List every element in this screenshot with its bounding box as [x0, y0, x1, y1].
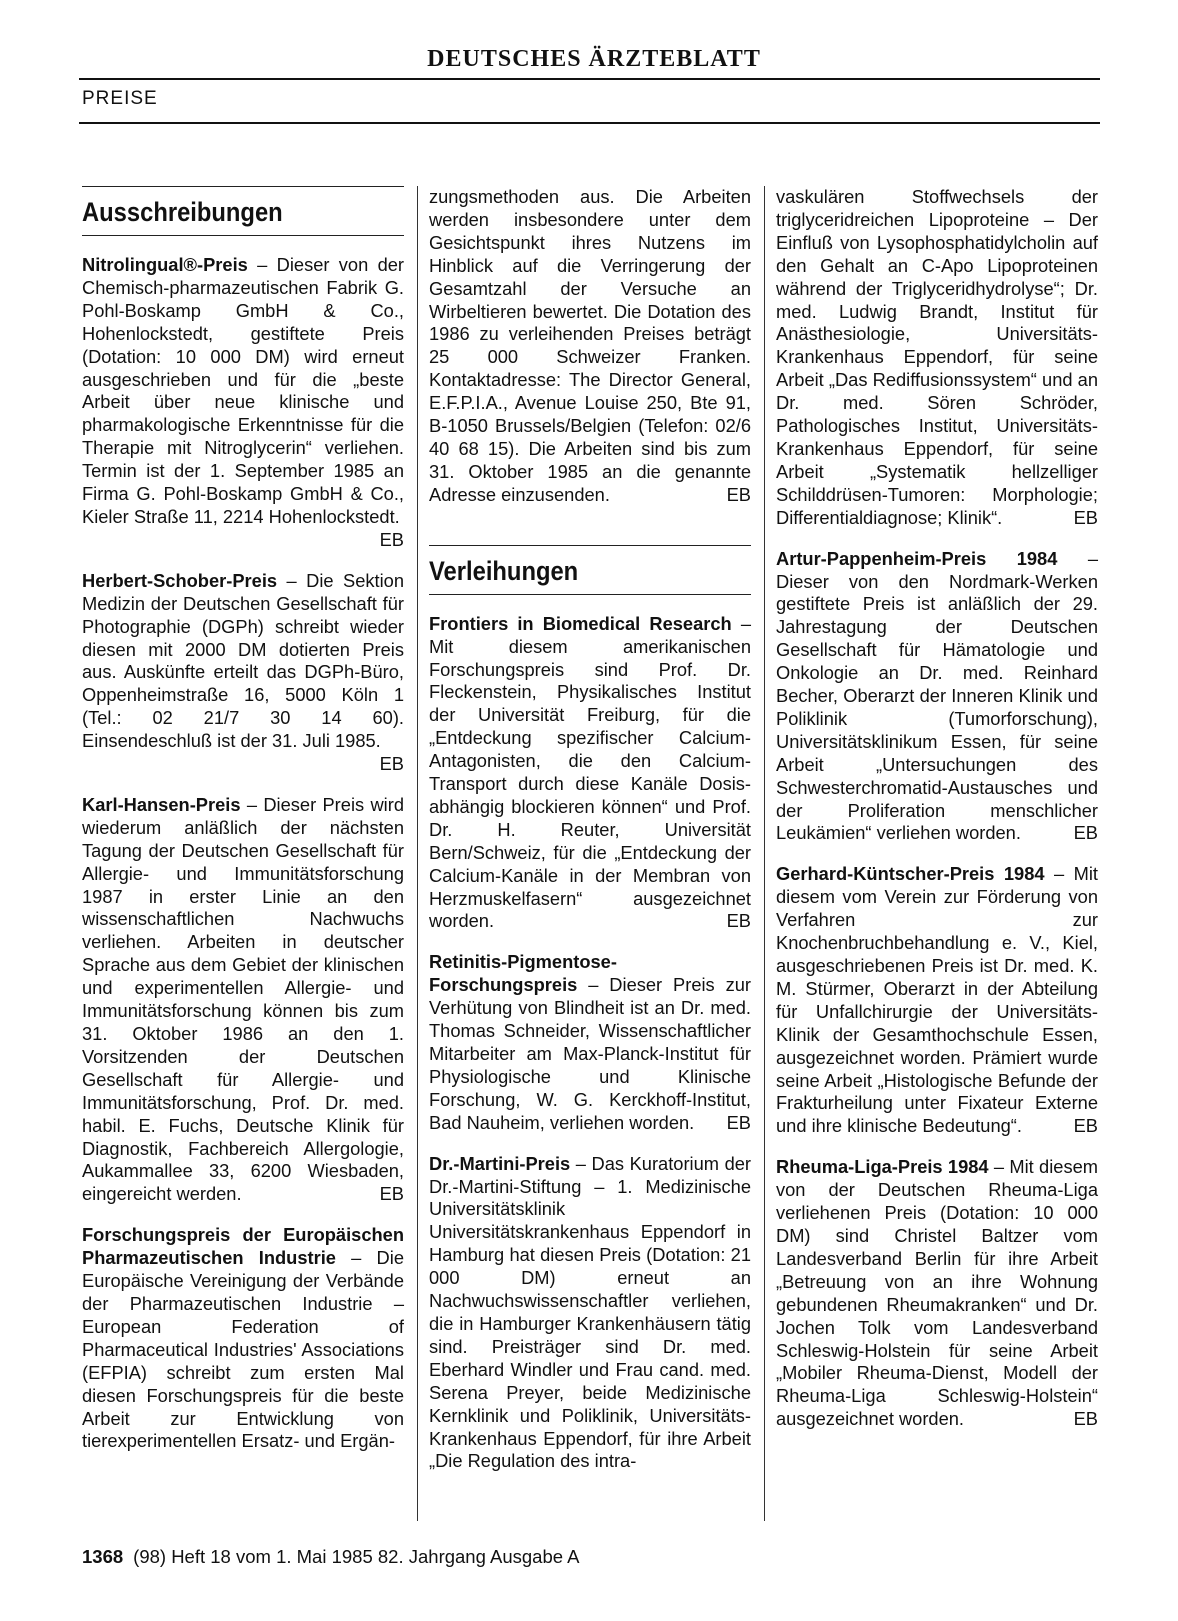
entry-title: Rheuma-Liga-Preis 1984 — [776, 1156, 989, 1178]
entry-efpia-continued — [429, 186, 751, 507]
entry-title: Retinitis-Pigmentose-Forschungspreis — [429, 951, 617, 996]
entry-signature: EB — [726, 1111, 751, 1133]
column-3 — [776, 186, 1098, 1449]
entry-body: – Mit diesem vom Verein zur Förderung von Verfahren zur Knochenbruchbehandlung e. V., Kiel, ausgeschriebenen Preis ist Dr. med. K. M. Stürmer, Oberarzt in der Abteilung für Unfallchirurgie der Universitäts-Klinik der Gesamthochschule Essen, ausgezeichnet worden. Prämiert wurde seine Arbeit „Histologische Befunde der Frakturheilung unter Fixateur Externe und ihre klinische Bedeutung“. — [776, 863, 1098, 1137]
header-rule — [79, 78, 1100, 80]
entry-signature: EB — [726, 483, 751, 505]
entry-title: Gerhard-Küntscher-Preis 1984 — [776, 863, 1045, 885]
issue-info: (98) Heft 18 vom 1. Mai 1985 82. Jahrgang Ausgabe A — [133, 1546, 580, 1567]
entry-martini-continued — [776, 186, 1098, 530]
section-rule — [79, 122, 1100, 124]
entry-title: Herbert-Schober-Preis — [82, 569, 278, 591]
entry-retinitis — [429, 951, 751, 1134]
entry-body: – Dieser von der Chemisch-pharmazeutischen Fabrik G. Pohl-Boskamp GmbH & Co., Hohenlockstedt, gestiftete Preis (Dotation: 10 000 DM) wird erneut ausgeschrieben und für die „beste Arbeit über neue klinische und pharmakologische Erkenntnisse für die Therapie mit Nitroglycerin“ verliehen. Termin ist der 1. September 1985 an Firma G. Pohl-Boskamp GmbH & Co., Kieler Straße 11, 2214 Hohenlockstedt. — [82, 254, 404, 527]
entry-title: Forschungspreis der Europäischen Pharmazeutischen Industrie — [82, 1224, 404, 1269]
entry-title: Dr.-Martini-Preis — [429, 1152, 571, 1174]
entry-title: Karl-Hansen-Preis — [82, 793, 241, 815]
entry-signature: EB — [379, 528, 404, 550]
entry-signature: EB — [379, 1183, 404, 1205]
entry-signature: EB — [1073, 1408, 1098, 1430]
heading-ausschreibungen: Ausschreibungen — [82, 197, 283, 227]
entry-title: Frontiers in Biomedical Research — [429, 612, 732, 634]
entry-body: – Das Kuratorium der Dr.-Martini-Stiftung – 1. Medizinische Universitätsklinik Universitätskrankenhaus Eppendorf in Hamburg hat diesen Preis (Dotation: 21 000 DM) erneut an Nachwuchswissenschaftler verliehen, die in Hamburger Krankenhäusern tätig sind. Preisträger sind Dr. med. Eberhard Windler und Frau cand. med. Serena Preyer, beide Medizinische Kernklinik und Poliklinik, Universitäts-Krankenhaus Eppendorf, für ihre Arbeit „Die Regulation des intra- — [429, 1152, 751, 1472]
entry-pappenheim — [776, 548, 1098, 846]
entry-nitrolingual — [82, 254, 404, 552]
heading-verleihungen-block — [429, 545, 751, 595]
entry-efpia-part1 — [82, 1224, 404, 1453]
heading-verleihungen: Verleihungen — [429, 555, 579, 586]
column-divider — [417, 186, 418, 1521]
entry-rheuma — [776, 1156, 1098, 1431]
page-number: 1368 — [82, 1546, 124, 1567]
entry-body-continued: zungsmethoden aus. Die Arbeiten werden insbesondere unter dem Gesichtspunkt ihres Nutzens im Hinblick auf die Verringerung der Gesamtzahl der Versuche an Wirbeltieren bewertet. Die Dotation des 1986 zu verleihenden Preises beträgt 25 000 Schweizer Franken. Kontaktadresse: The Director General, E.F.P.I.A., Avenue Louise 250, Bte 91, B-1050 Brussels/Belgien (Telefon: 02/6 40 68 15). Die Arbeiten sind bis zum 31. Oktober 1985 an die genannte Adresse einzusenden. — [429, 186, 751, 505]
entry-martini-part1 — [429, 1153, 751, 1474]
entry-body: – Dieser von den Nordmark-Werken gestiftete Preis ist anläßlich der 29. Jahrestagung der Deutschen Gesellschaft für Hämatologie und Onkologie an Dr. med. Reinhard Becher, Oberarzt der Inneren Klinik und Poliklinik (Tumorforschung), Universitätsklinikum Essen, für seine Arbeit „Untersuchungen des Schwesterchromatid-Austausches und der Proliferation menschlicher Leukämien“ verliehen worden. — [776, 547, 1098, 844]
entry-title: Artur-Pappenheim-Preis 1984 — [776, 547, 1058, 569]
entry-frontiers — [429, 613, 751, 934]
column-1 — [82, 186, 404, 1471]
entry-signature: EB — [1073, 822, 1098, 844]
entry-schober — [82, 570, 404, 776]
entry-signature: EB — [1073, 506, 1098, 528]
masthead: DEUTSCHES ÄRZTEBLATT — [427, 46, 761, 72]
entry-kuentscher — [776, 863, 1098, 1138]
column-2 — [429, 186, 751, 1491]
entry-body: – Die Sektion Medizin der Deutschen Gesellschaft für Photographie (DGPh) schreibt wieder diesen mit 2000 DM dotierten Preis aus. Auskünfte erteilt das DGPh-Büro, Oppenheimstraße 16, 5000 Köln 1 (Tel.: 02 21/7 30 14 60). Einsendeschluß ist der 31. Juli 1985. — [82, 569, 404, 752]
section-label: PREISE — [82, 88, 158, 109]
heading-ausschreibungen-block — [82, 186, 404, 236]
page-footer — [82, 1546, 580, 1568]
entry-signature: EB — [379, 753, 404, 775]
entry-hansen — [82, 794, 404, 1206]
entry-body: – Mit diesem amerikanischen Forschungspreis sind Prof. Dr. Fleckenstein, Physikalisches Institut der Universität Freiburg, für die „Entdeckung spezifischer Calcium-Antagonisten, die den Calcium-Transport durch diese Kanäle Dosis-abhängig blockieren können“ und Prof. Dr. H. Reuter, Universität Bern/Schweiz, für die „Entdeckung der Calcium-Kanäle in der Membran von Herzmuskelfasern“ ausgezeichnet worden. — [429, 612, 751, 932]
entry-body: – Die Europäische Vereinigung der Verbände der Pharmazeutischen Industrie – European Federation of Pharmaceutical Industries' Associations (EFPIA) schreibt zum ersten Mal diesen Forschungspreis für die beste Arbeit zur Entwicklung von tierexperimentellen Ersatz- und Ergän- — [82, 1247, 404, 1452]
entry-signature: EB — [726, 910, 751, 932]
column-divider — [764, 186, 765, 1521]
entry-body-continued: vaskulären Stoffwechsels der triglyceridreichen Lipoproteine – Der Einfluß von Lysophosphatidylcholin auf den Gehalt an C-Apo Lipoproteinen während der Triglyceridhydrolyse“; Dr. med. Ludwig Brandt, Institut für Anästhesiologie, Universitäts-Krankenhaus Eppendorf, für seine Arbeit „Das Rediffusionssystem“ und an Dr. med. Sören Schröder, Pathologisches Institut, Universitäts-Krankenhaus Eppendorf, für seine Arbeit „Systematik hellzelliger Schilddrüsen-Tumoren: Morphologie; Differentialdiagnose; Klinik“. — [776, 186, 1098, 528]
entry-title: Nitrolingual®-Preis — [82, 254, 248, 275]
entry-body: – Dieser Preis zur Verhütung von Blindheit ist an Dr. med. Thomas Schneider, Wissenschaftlicher Mitarbeiter am Max-Planck-Institut für Physiologische und Klinische Forschung, W. G. Kerckhoff-Institut, Bad Nauheim, verliehen worden. — [429, 974, 751, 1133]
entry-signature: EB — [1073, 1115, 1098, 1137]
entry-body: – Dieser Preis wird wiederum anläßlich der nächsten Tagung der Deutschen Gesellschaft für Allergie- und Immunitätsforschung 1987 in erster Linie an den wissenschaftlichen Nachwuchs verliehen. Arbeiten in deutscher Sprache aus dem Gebiet der klinischen und experimentellen Allergie- und Immunitätsforschung können bis zum 31. Oktober 1986 an den 1. Vorsitzenden der Deutschen Gesellschaft für Allergie- und Immunitätsforschung, Prof. Dr. med. habil. E. Fuchs, Deutsche Klinik für Diagnostik, Fachbereich Allergologie, Aukammallee 33, 6200 Wiesbaden, eingereicht werden. — [82, 793, 404, 1205]
entry-body: – Mit diesem von der Deutschen Rheuma-Liga verliehenen Preis (Dotation: 10 000 DM) sind Christel Baltzer vom Landesverband Berlin für ihre Arbeit „Betreuung von an ihre Wohnung gebundenen Rheumakranken“ und Dr. Jochen Tolk vom Landesverband Schleswig-Holstein für seine Arbeit „Mobiler Rheuma-Dienst, Modell der Rheuma-Liga Schleswig-Holstein“ ausgezeichnet worden. — [776, 1156, 1098, 1430]
